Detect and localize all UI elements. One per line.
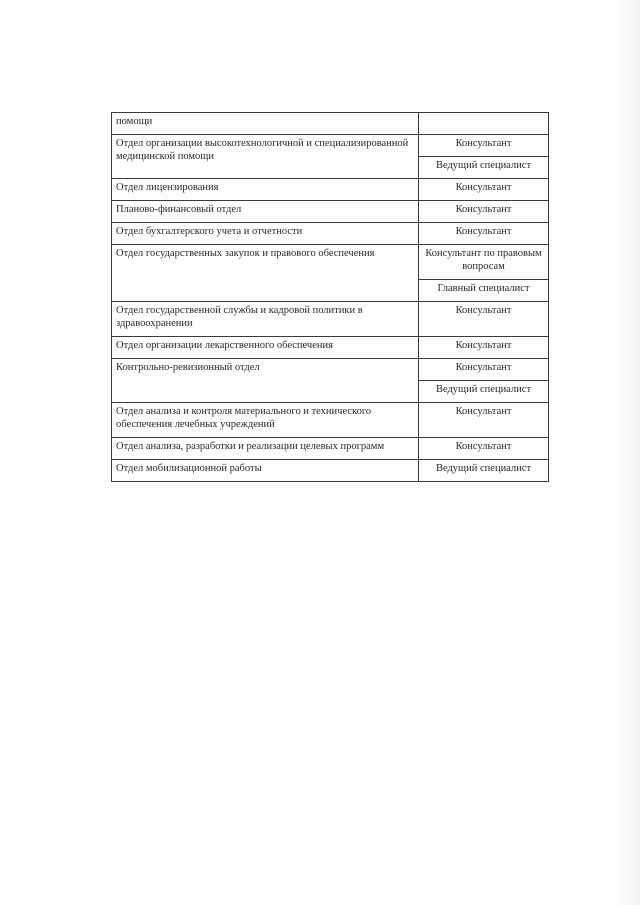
department-cell: Отдел организации лекарственного обеспечения	[112, 337, 419, 359]
department-cell: Отдел государственных закупок и правового обеспечения	[112, 245, 419, 302]
department-cell: Контрольно-ревизионный отдел	[112, 359, 419, 403]
position-cell	[419, 113, 549, 135]
department-cell: Отдел лицензирования	[112, 179, 419, 201]
table-row	[112, 359, 549, 381]
department-cell: Отдел мобилизационной работы	[112, 460, 419, 482]
table-row	[112, 460, 549, 482]
position-cell: Консультант	[419, 135, 549, 157]
department-cell: Отдел анализа и контроля материального и технического обеспечения лечебных учреждений	[112, 403, 419, 438]
table-row	[112, 201, 549, 223]
position-cell: Ведущий специалист	[419, 460, 549, 482]
position-cell: Консультант	[419, 337, 549, 359]
table-row	[112, 438, 549, 460]
position-cell: Консультант	[419, 179, 549, 201]
position-cell: Консультант	[419, 223, 549, 245]
table-row	[112, 113, 549, 135]
table-row	[112, 403, 549, 438]
department-cell: помощи	[112, 113, 419, 135]
position-cell: Консультант по правовым вопросам	[419, 245, 549, 280]
table-row	[112, 302, 549, 337]
table-row	[112, 179, 549, 201]
position-cell: Ведущий специалист	[419, 157, 549, 179]
department-cell: Отдел анализа, разработки и реализации целевых программ	[112, 438, 419, 460]
position-cell: Ведущий специалист	[419, 381, 549, 403]
table-row	[112, 135, 549, 157]
department-cell: Отдел бухгалтерского учета и отчетности	[112, 223, 419, 245]
position-cell: Консультант	[419, 403, 549, 438]
department-cell: Отдел организации высокотехнологичной и специализированной медицинской помощи	[112, 135, 419, 179]
position-cell: Консультант	[419, 359, 549, 381]
department-cell: Отдел государственной службы и кадровой политики в здравоохранении	[112, 302, 419, 337]
position-cell: Консультант	[419, 438, 549, 460]
table-row	[112, 337, 549, 359]
position-cell: Консультант	[419, 302, 549, 337]
page-edge-shadow	[610, 0, 640, 905]
staff-positions-table	[111, 112, 549, 482]
department-cell: Планово-финансовый отдел	[112, 201, 419, 223]
table-row	[112, 223, 549, 245]
table-row	[112, 245, 549, 280]
position-cell: Консультант	[419, 201, 549, 223]
position-cell: Главный специалист	[419, 280, 549, 302]
